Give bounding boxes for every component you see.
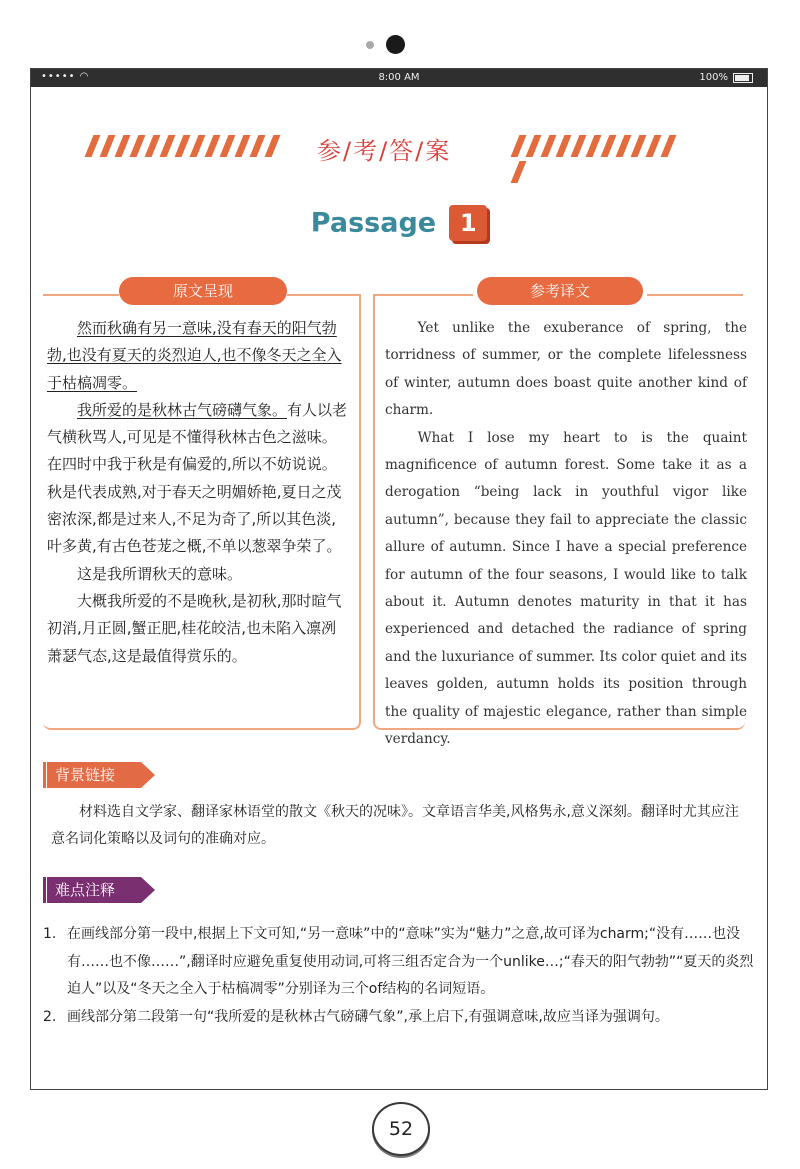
battery-icon bbox=[733, 73, 753, 83]
status-bar bbox=[31, 69, 767, 87]
battery-percent: 100% bbox=[699, 72, 728, 83]
translation-text bbox=[385, 315, 747, 754]
note-item bbox=[43, 921, 755, 1004]
decor-stripes-left bbox=[89, 135, 294, 159]
background-text: 材料选自文学家、翻译家林语堂的散文《秋天的况味》。文章语言华美,风格隽永,意义深刻。翻译时尤其应注意名词化策略以及词句的准确对应。 bbox=[51, 804, 739, 847]
difficult-notes-tag: 难点注释 bbox=[47, 877, 141, 903]
page-indicator bbox=[0, 34, 800, 56]
page-dot-inactive[interactable] bbox=[366, 41, 374, 49]
original-paragraph: 我所爱的是秋林古气磅礴气象。有人以老气横秋骂人,可见是不懂得秋林古色之滋味。在四时中我于秋是有偏爱的,所以不妨说说。秋是代表成熟,对于春天之明媚娇艳,夏日之茂密浓深,都是过来人,不足为奇了,所以其色淡,叶多黄,有古色苍茏之概,不单以葱翠争荣了。 bbox=[47, 400, 348, 556]
original-text bbox=[47, 315, 351, 670]
background-link-tag: 背景链接 bbox=[47, 762, 141, 788]
passage-label: Passage bbox=[310, 207, 437, 239]
note-text: 画线部分第二段第一句“我所爱的是秋林古气磅礴气象”,承上启下,有强调意味,故应当译为强调句。 bbox=[67, 1008, 669, 1025]
note-item bbox=[43, 1004, 755, 1032]
answer-heading bbox=[31, 127, 767, 167]
translation-paragraph: Yet unlike the exuberance of spring, the torridness of summer, or the complete lifelessness of winter, autumn does boast quite another kind of charm. bbox=[385, 320, 747, 419]
notes-list bbox=[43, 921, 755, 1031]
passage-number: 1 bbox=[449, 205, 487, 241]
note-number: 1. bbox=[43, 926, 57, 942]
battery-status bbox=[699, 72, 753, 83]
translation-paragraph: What I lose my heart to is the quaint magnificence of autumn forest. Some take it as a derogation “being lack in youthful vigor like autumn”, because they fail to appreciate the classic allure of autumn. Since I have a special preference for autumn of the four seasons, I would like to talk about it. Autumn denotes maturity in that it has experienced and detached the radiance of spring and the luxuriance of summer. Its color quiet and its leaves golden, autumn holds its position through the quality of majestic elegance, rather than simple verdancy. bbox=[385, 429, 747, 748]
page-dot-active[interactable] bbox=[386, 35, 405, 54]
notes-tag-bar bbox=[43, 877, 46, 903]
page-number: 52 bbox=[372, 1102, 430, 1156]
original-paragraph: 然而秋确有另一意味,没有春天的阳气勃勃,也没有夏天的炎烈迫人,也不像冬天之全入于枯槁凋零。 bbox=[47, 319, 342, 392]
note-number: 2. bbox=[43, 1008, 57, 1025]
original-paragraph: 这是我所谓秋天的意味。 bbox=[77, 564, 243, 583]
signal-dots: ••••• bbox=[41, 71, 80, 82]
note-text: 在画线部分第一段中,根据上下文可知,“另一意味”中的“意味”实为“魅力”之意,故可译为charm;“没有……也没有……也不像……”,翻译时应避免重复使用动词,可将三组否定合为一个unlike…;“春天的阳气勃勃”“夏天的炎烈迫人”以及“冬天之全入于枯槁凋零”分别译为三个of结构的名词短语。 bbox=[67, 926, 754, 997]
passage-heading bbox=[31, 205, 767, 241]
decor-stripes-right bbox=[515, 135, 693, 159]
answer-title: 参/考/答/案 bbox=[317, 137, 452, 165]
original-paragraph: 大概我所爱的不是晚秋,是初秋,那时暄气初消,月正圆,蟹正肥,桂花皎洁,也未陷入凛冽萧瑟气态,这是最值得赏乐的。 bbox=[47, 591, 342, 665]
status-time: 8:00 AM bbox=[378, 72, 420, 83]
translation-label: 参考译文 bbox=[477, 277, 643, 305]
background-tag-bar bbox=[43, 762, 46, 788]
tablet-frame bbox=[30, 68, 768, 1090]
original-text-label: 原文呈现 bbox=[119, 277, 287, 305]
wifi-icon: ◠ bbox=[79, 71, 90, 82]
